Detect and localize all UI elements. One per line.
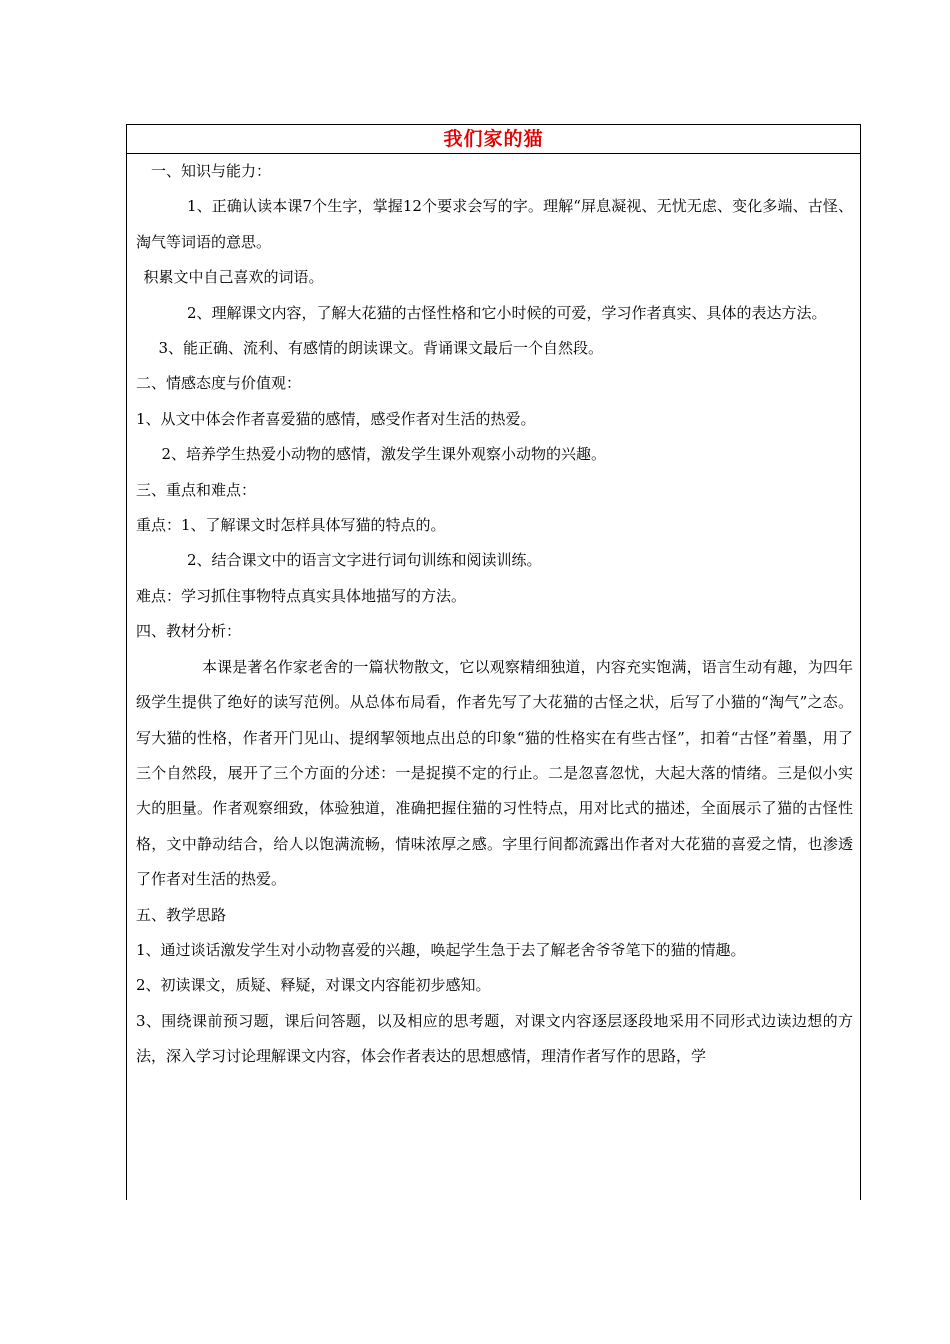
- paragraph: 本课是著名作家老舍的一篇状物散文，它以观察精细独道，内容充实饱满，语言生动有趣，为四年级学生提供了绝好的读写范例。从总体布局看，作者先写了大花猫的古怪之状，后写了小猫的“淘气”之态。写大猫的性格，作者开门见山、提纲挈领地点出总的印象“猫的性格实在有些古怪”，扣着“古怪”着墨，用了三个自然段，展开了三个方面的分述：一是捉摸不定的行止。二是忽喜忽忧，大起大落的情绪。三是似小实大的胆量。作者观察细致，体验独道，准确把握住猫的习性特点，用对比式的描述，全面展示了猫的古怪性格，文中静动结合，给人以饱满流畅，情味浓厚之感。字里行间都流露出作者对大花猫的喜爱之情，也渗透了作者对生活的热爱。: [136, 657, 853, 889]
- paragraph: 2、结合课文中的语言文字进行词句训练和阅读训练。: [187, 551, 542, 570]
- title-row: [127, 125, 860, 154]
- paragraph: 1、从文中体会作者喜爱猫的感情，感受作者对生活的热爱。: [136, 409, 536, 428]
- page-title: 我们家的猫: [443, 128, 544, 150]
- paragraph: 积累文中自己喜欢的词语。: [143, 268, 324, 287]
- heading-material-analysis: 四、教材分析：: [136, 622, 242, 641]
- paragraph: 1、正确认读本课7个生字，掌握12个要求会写的字。理解“屏息凝视、无忧无虑、变化多端、古怪、淘气等词语的意思。: [136, 197, 853, 251]
- paragraph: 难点：学习抓住事物特点真实具体地描写的方法。: [136, 586, 467, 605]
- document-body: [127, 154, 860, 1075]
- paragraph: 1、通过谈话激发学生对小动物喜爱的兴趣，唤起学生急于去了解老舍爷爷笔下的猫的情趣。: [136, 940, 746, 959]
- paragraph: 3、能正确、流利、有感情的朗读课文。背诵课文最后一个自然段。: [158, 339, 604, 358]
- paragraph: 3、围绕课前预习题，课后问答题，以及相应的思考题，对课文内容逐层逐段地采用不同形式边读边想的方法，深入学习讨论理解课文内容，体会作者表达的思想感情，理清作者写作的思路，学: [136, 1011, 853, 1066]
- paragraph: 2、培养学生热爱小动物的感情，激发学生课外观察小动物的兴趣。: [161, 445, 607, 464]
- paragraph: 重点：1、了解课文时怎样具体写猫的特点的。: [136, 516, 446, 535]
- paragraph: 2、初读课文，质疑、释疑，对课文内容能初步感知。: [136, 976, 491, 995]
- paragraph: 2、理解课文内容，了解大花猫的古怪性格和它小时候的可爱，学习作者真实、具体的表达方法。: [187, 303, 827, 322]
- heading-key-points: 三、重点和难点：: [136, 480, 257, 499]
- heading-teaching-ideas: 五、教学思路: [136, 905, 227, 924]
- heading-knowledge: 一、知识与能力：: [151, 162, 272, 180]
- heading-emotion: 二、情感态度与价值观：: [136, 374, 302, 393]
- document-table: [126, 124, 861, 1200]
